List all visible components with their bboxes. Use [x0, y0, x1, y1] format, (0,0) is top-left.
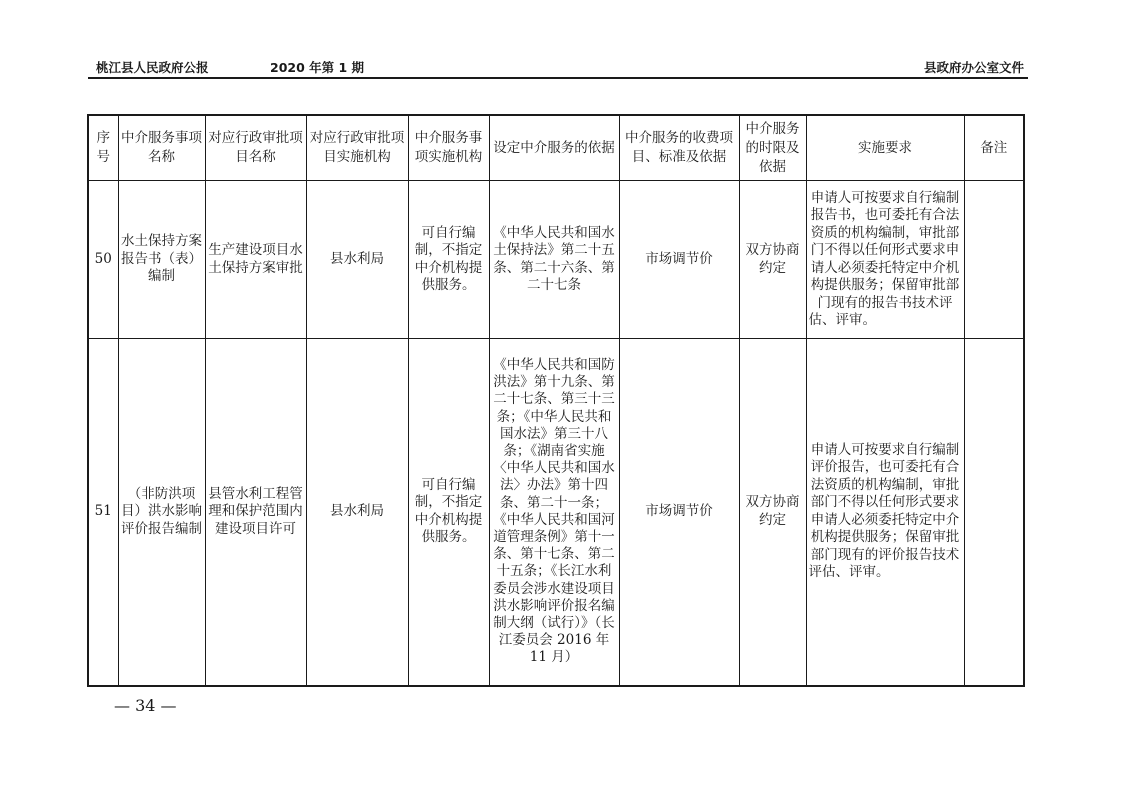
cell-service-agency: 可自行编制，不指定中介机构提供服务。 [408, 181, 489, 339]
col-header-service-agency: 中介服务事项实施机构 [408, 115, 489, 181]
cell-no: 51 [88, 339, 118, 686]
cell-remarks [964, 181, 1024, 339]
cell-time-limit: 双方协商约定 [739, 339, 806, 686]
cell-basis: 《中华人民共和国防洪法》第十九条、第二十七条、第三十三条；《中华人民共和国水法》第三十八条；《湖南省实施〈中华人民共和国水法〉办法》第十四条、第二十一条；《中华人民共和国河道管理条例》第十一条、第十七条、第二十五条；《长江水利委员会涉水建设项目洪水影响评价报名编制大纲（试行）》（长江委员会 2016 年 11 月） [489, 339, 619, 686]
table-row [88, 339, 1024, 686]
cell-service-name: 水土保持方案报告书（表）编制 [118, 181, 205, 339]
document-type: 县政府办公室文件 [923, 60, 1024, 75]
col-header-remarks: 备注 [964, 115, 1024, 181]
cell-service-name: （非防洪项目）洪水影响评价报告编制 [118, 339, 205, 686]
publication-title: 桃江县人民政府公报 [96, 60, 209, 75]
cell-approval-item: 县管水利工程管理和保护范围内建设项目许可 [205, 339, 306, 686]
table-header-row [88, 115, 1024, 181]
header-rule [88, 77, 1028, 79]
table-row [88, 181, 1024, 339]
col-header-basis: 设定中介服务的依据 [489, 115, 619, 181]
page-number: — 34 — [114, 696, 177, 715]
cell-service-agency: 可自行编制，不指定中介机构提供服务。 [408, 339, 489, 686]
intermediary-services-table [87, 114, 1025, 687]
cell-time-limit: 双方协商约定 [739, 181, 806, 339]
cell-fee: 市场调节价 [619, 339, 739, 686]
cell-no: 50 [88, 181, 118, 339]
col-header-fee: 中介服务的收费项目、标准及依据 [619, 115, 739, 181]
cell-remarks [964, 339, 1024, 686]
cell-approval-item: 生产建设项目水土保持方案审批 [205, 181, 306, 339]
col-header-no: 序号 [88, 115, 118, 181]
col-header-requirements: 实施要求 [806, 115, 964, 181]
col-header-time-limit: 中介服务的时限及依据 [739, 115, 806, 181]
issue-number: 2020 年第 1 期 [270, 60, 365, 75]
col-header-approval-item: 对应行政审批项目名称 [205, 115, 306, 181]
running-header [96, 58, 1024, 76]
cell-requirements: 申请人可按要求自行编制报告书，也可委托有合法资质的机构编制，审批部门不得以任何形式要求申请人必须委托特定中介机构提供服务；保留审批部门现有的报告书技术评估、评审。 [806, 181, 964, 339]
cell-approval-agency: 县水利局 [306, 181, 408, 339]
col-header-approval-agency: 对应行政审批项目实施机构 [306, 115, 408, 181]
col-header-service-name: 中介服务事项名称 [118, 115, 205, 181]
cell-requirements: 申请人可按要求自行编制评价报告，也可委托有合法资质的机构编制，审批部门不得以任何形式要求申请人必须委托特定中介机构提供服务；保留审批部门现有的评价报告技术评估、评审。 [806, 339, 964, 686]
cell-approval-agency: 县水利局 [306, 339, 408, 686]
cell-basis: 《中华人民共和国水土保持法》第二十五条、第二十六条、第二十七条 [489, 181, 619, 339]
cell-fee: 市场调节价 [619, 181, 739, 339]
